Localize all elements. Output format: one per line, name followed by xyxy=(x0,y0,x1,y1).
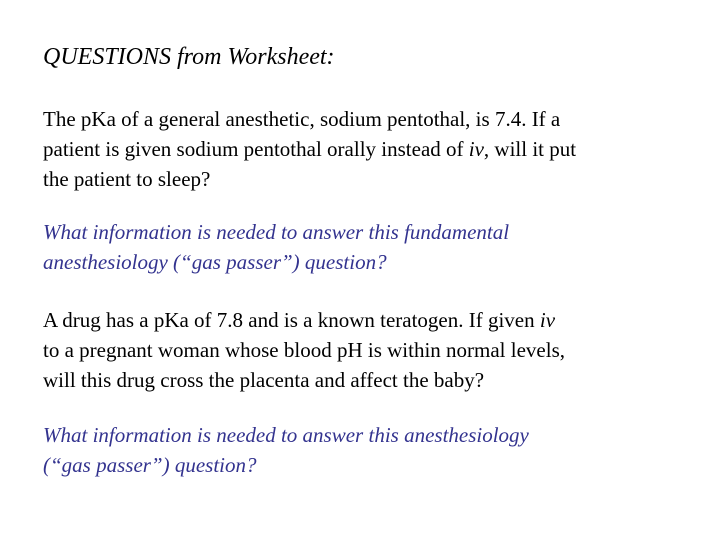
question-1-line-2 xyxy=(43,134,683,164)
prompt-1-line-2: anesthesiology (“gas passer”) question? xyxy=(43,250,387,274)
question-2-line-2: to a pregnant woman whose blood pH is within normal levels, xyxy=(43,338,565,362)
question-1-line-2-end: , will it put xyxy=(483,137,577,161)
prompt-1 xyxy=(43,217,683,277)
question-2 xyxy=(43,305,683,395)
question-1-line-3: the patient to sleep? xyxy=(43,167,211,191)
question-2-iv-term: iv xyxy=(539,308,556,332)
worksheet-title: QUESTIONS from Worksheet: xyxy=(43,44,335,70)
question-1-line-1: The pKa of a general anesthetic, sodium pentothal, is 7.4. If a xyxy=(43,107,561,131)
question-2-line-1 xyxy=(43,305,683,335)
question-1 xyxy=(43,104,683,194)
prompt-1-line-1: What information is needed to answer this fundamental xyxy=(43,220,510,244)
question-1-iv-term: iv xyxy=(468,137,484,161)
question-2-line-1-start: A drug has a pKa of 7.8 and is a known teratogen. If given xyxy=(43,308,540,332)
prompt-2-line-2: (“gas passer”) question? xyxy=(43,453,257,477)
prompt-2-line-1: What information is needed to answer this anesthesiology xyxy=(43,423,529,447)
question-1-line-2-start: patient is given sodium pentothal orally instead of xyxy=(43,137,469,161)
question-2-line-3: will this drug cross the placenta and affect the baby? xyxy=(43,368,485,392)
prompt-2 xyxy=(43,420,683,480)
